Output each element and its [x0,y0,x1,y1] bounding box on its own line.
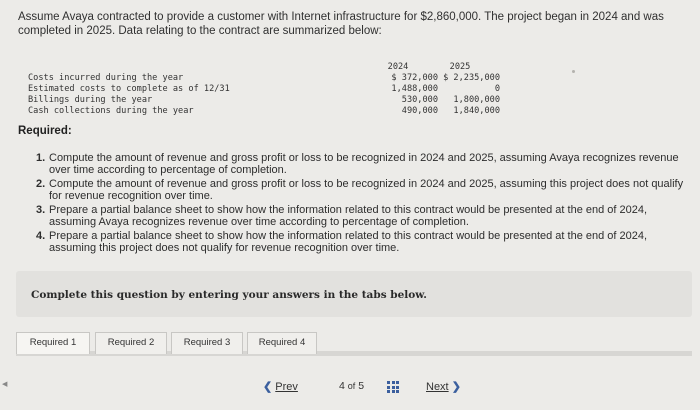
required-item-number: 4. [36,230,46,242]
chevron-right-icon: ❯ [451,381,461,393]
required-item-number: 2. [36,178,46,190]
chevron-left-icon: ❮ [263,381,273,393]
prev-label: Prev [275,381,298,393]
row-label: Billings during the year [28,95,153,105]
required-list [36,152,696,256]
value-2025: $ 2,235,000 [443,73,500,83]
tab-bar [16,330,696,356]
required-item [36,204,696,228]
page-indicator [339,380,364,392]
value-2025: 1,840,000 [453,106,500,116]
next-label: Next [426,381,449,393]
required-item-text: Prepare a partial balance sheet to show how the information related to this contract would be presented at the end of 2024, assuming Avaya recognizes revenue over time according to percentage of completion. [49,204,648,228]
value-2024: 1,488,000 [391,84,438,94]
value-2024: $ 372,000 [391,73,438,83]
value-2025: 1,800,000 [453,95,500,105]
scroll-left-icon[interactable]: ◀ [2,381,8,388]
required-item-text: Compute the amount of revenue and gross profit or loss to be recognized in 2024 and 2025, assuming this project does not qualify for revenue recognition over time. [49,178,684,202]
prev-button[interactable] [263,380,298,393]
tab-required-1[interactable]: Required 1 [16,332,90,354]
required-heading: Required: [18,125,72,137]
row-label: Cash collections during the year [28,106,194,116]
page-current: 4 [339,380,345,392]
page-of: of [347,381,356,391]
value-2024: 490,000 [401,106,438,116]
required-item [36,230,696,254]
value-2025: 0 [494,84,500,94]
required-item [36,178,696,202]
required-item-text: Prepare a partial balance sheet to show how the information related to this contract would be presented at the end of 2024, assuming this project does not qualify for revenue recognition over time. [49,230,648,254]
tab-required-3[interactable]: Required 3 [171,332,243,354]
page-total: 5 [358,380,365,392]
required-item [36,152,696,176]
row-label: Estimated costs to complete as of 12/31 [28,84,230,94]
required-item-number: 3. [36,204,46,216]
required-item-number: 1. [36,152,46,164]
tab-required-2[interactable]: Required 2 [95,332,167,354]
next-button[interactable] [426,380,461,393]
decorative-dot [572,70,575,73]
col-header-2024: 2024 [387,62,409,72]
required-item-text: Compute the amount of revenue and gross profit or loss to be recognized in 2024 and 2025, assuming Avaya recognizes revenue over time according to percentage of completion. [49,152,679,176]
value-2024: 530,000 [401,95,438,105]
tab-required-4[interactable]: Required 4 [247,332,317,354]
row-label: Costs incurred during the year [28,73,184,83]
grid-icon[interactable] [387,381,399,393]
intro-paragraph: Assume Avaya contracted to provide a customer with Internet infrastructure for $2,860,000. The project began in 2024 and was completed in 2025. Data relating to the contract are summarized below: [18,11,664,37]
col-header-2025: 2025 [449,62,471,72]
instruction-text: Complete this question by entering your answers in the tabs below. [31,289,427,301]
